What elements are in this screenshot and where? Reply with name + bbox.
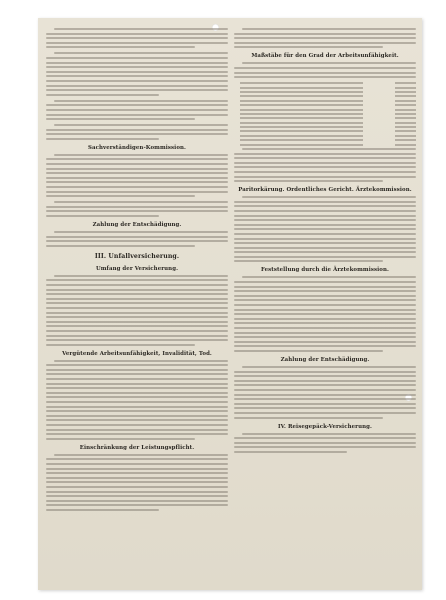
section-heading: Umfang der Versicherung. xyxy=(95,265,179,272)
table-row xyxy=(240,139,416,141)
table-row xyxy=(240,113,416,115)
paragraph xyxy=(46,201,228,217)
section-heading: Paritorkärung. Ordentliches Gericht. Ärztekommission. xyxy=(238,187,412,194)
table-row xyxy=(240,117,416,119)
table-row xyxy=(240,82,416,84)
section-heading: III. Unfallversicherung. xyxy=(94,252,180,260)
section-heading: IV. Reisegepäck-Versicherung. xyxy=(278,423,372,430)
section-heading: Feststellung durch die Ärztekommission. xyxy=(261,267,389,274)
disability-scale-table xyxy=(234,82,416,145)
paragraph xyxy=(46,154,228,197)
table-row xyxy=(240,144,416,146)
paragraph xyxy=(234,366,416,419)
table-row xyxy=(240,109,416,111)
left-column xyxy=(46,28,228,515)
paragraph xyxy=(234,148,416,182)
table-row xyxy=(240,130,416,132)
right-column xyxy=(234,28,416,457)
section-heading: Sachverständigen-Kommission. xyxy=(87,144,187,151)
table-row xyxy=(240,122,416,124)
section-heading: Vergütende Arbeitsunfähigkeit, Invalidität, Tod. xyxy=(62,350,212,357)
table-row xyxy=(240,135,416,137)
paragraph xyxy=(234,62,416,78)
table-row xyxy=(240,104,416,106)
section-heading: Maßstäbe für den Grad der Arbeitsunfähigkeit. xyxy=(251,53,399,60)
paragraph xyxy=(46,124,228,140)
paragraph xyxy=(234,433,416,453)
paragraph xyxy=(46,28,228,48)
paragraph xyxy=(46,275,228,346)
paragraph xyxy=(234,196,416,262)
paragraph xyxy=(46,360,228,440)
section-heading: Einschränkung der Leistungspflicht. xyxy=(79,444,195,451)
table-row xyxy=(240,87,416,89)
table-row xyxy=(240,100,416,102)
section-heading: Zahlung der Entschädigung. xyxy=(280,356,370,363)
paragraph xyxy=(234,28,416,48)
table-row xyxy=(240,91,416,93)
paragraph xyxy=(234,276,416,352)
paragraph xyxy=(46,100,228,120)
table-row xyxy=(240,126,416,128)
paragraph xyxy=(46,52,228,95)
section-heading: Zahlung der Entschädigung. xyxy=(92,222,182,228)
paragraph xyxy=(46,454,228,511)
table-row xyxy=(240,95,416,97)
paragraph xyxy=(46,231,228,247)
document-sheet xyxy=(38,18,422,590)
